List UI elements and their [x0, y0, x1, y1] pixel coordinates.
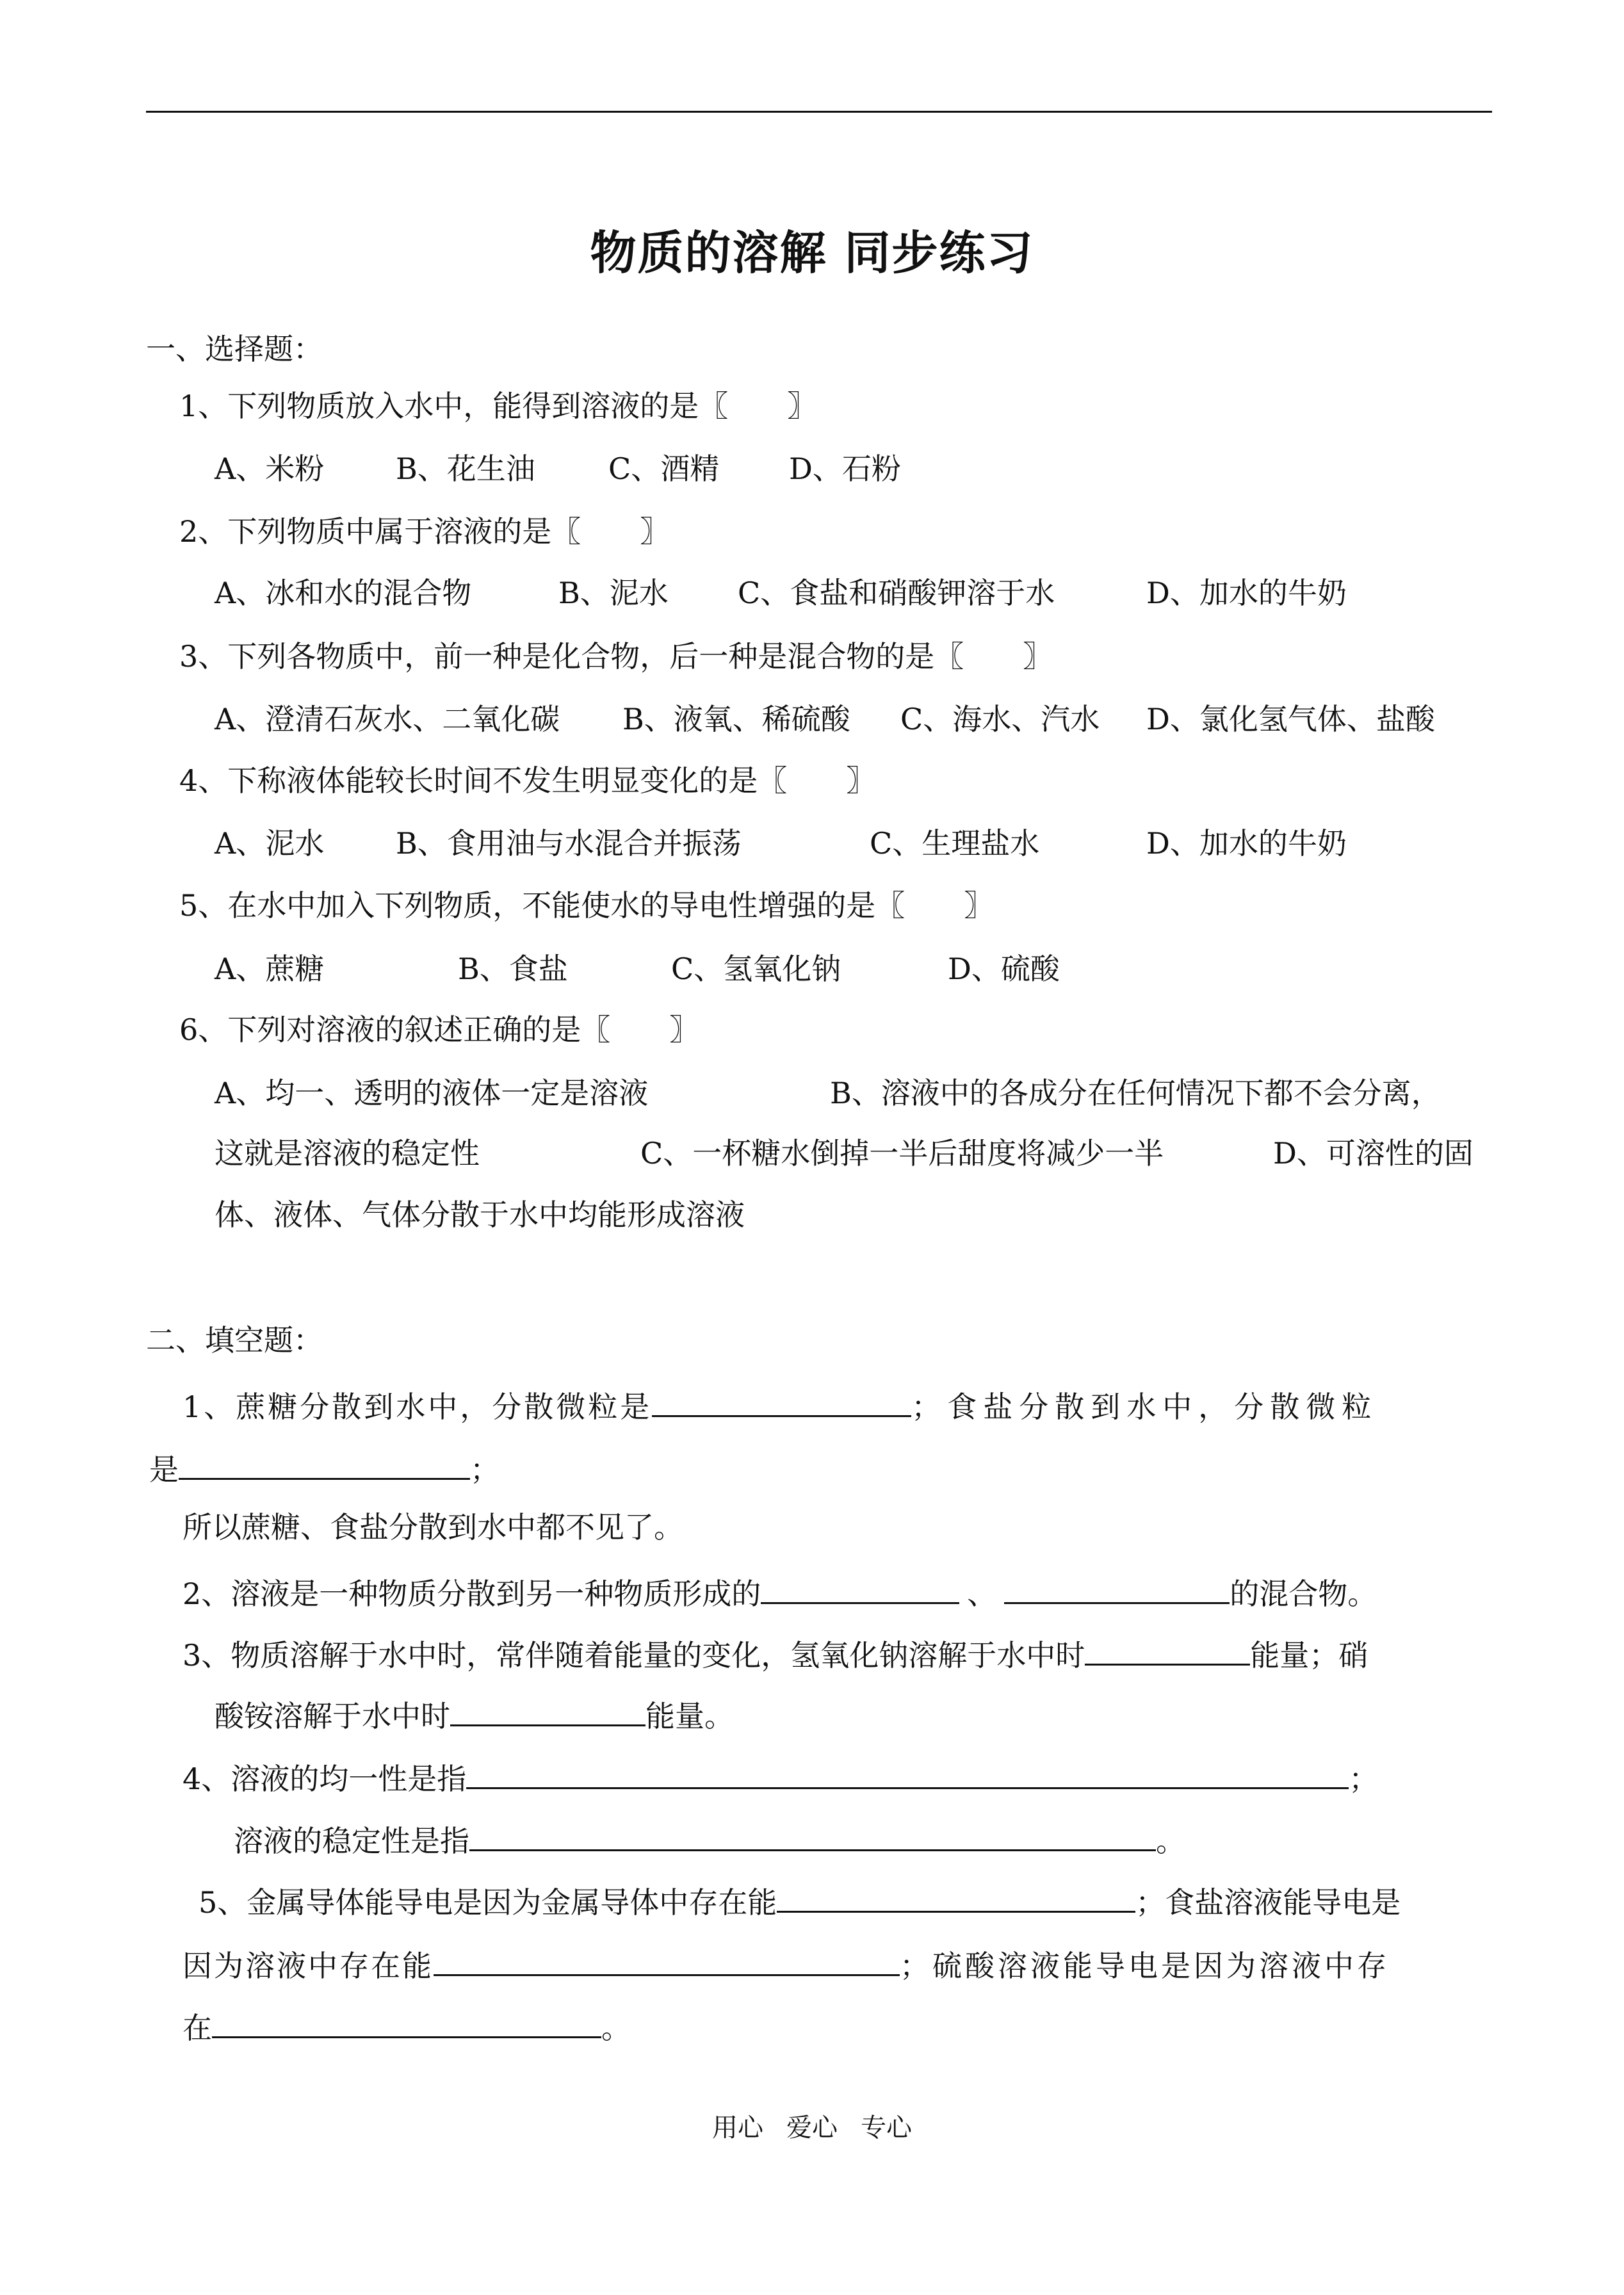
q6-stem: 6、下列对溶液的叙述正确的是〖 〗 — [179, 1012, 699, 1047]
q2-option-d: D、加水的牛奶 — [1146, 576, 1347, 610]
fill-q5-text-f: 。 — [601, 2011, 631, 2045]
fill-q4-text-a: 4、溶液的均一性是指 — [183, 1762, 467, 1796]
section2-heading: 二、填空题： — [146, 1323, 323, 1358]
fill-q3-text-b: 能量；硝 — [1250, 1638, 1368, 1673]
q1-option-b: B、花生油 — [396, 451, 535, 486]
fill-q3-text-a: 3、物质溶解于水中时，常伴随着能量的变化，氢氧化钠溶解于水中时 — [183, 1638, 1085, 1673]
q4-option-b: B、食用油与水混合并振荡 — [396, 826, 742, 861]
q5-option-d: D、硫酸 — [948, 952, 1060, 986]
q4-option-c: C、生理盐水 — [870, 826, 1040, 861]
q6-option-d-cont: 体、液体、气体分散于水中均能形成溶液 — [215, 1197, 745, 1232]
q5-option-c: C、氢氧化钠 — [671, 952, 841, 986]
q2-option-a: A、冰和水的混合物 — [215, 576, 472, 610]
q5-stem: 5、在水中加入下列物质，不能使水的导电性增强的是〖 〗 — [179, 888, 994, 923]
fill-q4-blank-2[interactable] — [469, 1817, 1156, 1851]
fill-q3-blank-1[interactable] — [1085, 1632, 1250, 1666]
q3-option-b: B、液氧、稀硫酸 — [622, 702, 850, 736]
fill-q3-text-d: 能量。 — [646, 1699, 734, 1733]
fill-q1-blank-1[interactable] — [652, 1383, 911, 1417]
fill-q1-text-a: 1、蔗糖分散到水中，分散微粒是 — [183, 1390, 653, 1424]
fill-q1-line3: 所以蔗糖、食盐分散到水中都不见了。 — [183, 1510, 683, 1545]
fill-q4-text-b: ； — [1349, 1762, 1379, 1796]
fill-q1-line2 — [149, 1446, 499, 1489]
fill-q1-text-b: ；食盐分散到水中，分散微粒 — [911, 1390, 1378, 1424]
fill-q5-blank-1[interactable] — [777, 1879, 1135, 1913]
q3-stem: 3、下列各物质中，前一种是化合物，后一种是混合物的是〖 〗 — [179, 639, 1053, 674]
fill-q4-line2 — [234, 1817, 1185, 1860]
fill-q4-text-c: 溶液的稳定性是指 — [234, 1824, 469, 1858]
q2-option-b: B、泥水 — [558, 576, 669, 610]
q1-stem: 1、下列物质放入水中，能得到溶液的是〖 〗 — [179, 389, 817, 423]
q6-option-c: C、一杯糖水倒掉一半后甜度将减少一半 — [640, 1136, 1164, 1171]
q3-option-a: A、澄清石灰水、二氧化碳 — [215, 702, 560, 736]
q3-option-c: C、海水、汽水 — [900, 702, 1100, 736]
header-rule — [146, 111, 1492, 113]
q4-stem: 4、下称液体能较长时间不发生明显变化的是〖 〗 — [179, 763, 876, 798]
fill-q2-text-c: 的混合物。 — [1230, 1577, 1377, 1611]
fill-q2-text-b: 、 — [967, 1577, 997, 1611]
fill-q2-text-a: 2、溶液是一种物质分散到另一种物质形成的 — [183, 1577, 761, 1611]
fill-q5-text-d: ；硫酸溶液能导电是因为溶液中存 — [900, 1949, 1390, 1983]
fill-q5-line2 — [183, 1942, 1390, 1985]
fill-q5-line1 — [199, 1879, 1401, 1922]
q6-option-a: A、均一、透明的液体一定是溶液 — [215, 1076, 649, 1110]
fill-q5-text-e: 在 — [183, 2011, 212, 2045]
fill-q5-text-a: 5、金属导体能导电是因为金属导体中存在能 — [199, 1885, 777, 1920]
q1-option-a: A、米粉 — [215, 451, 325, 486]
footer-motto-2: 爱心 — [786, 2113, 838, 2143]
fill-q1-line1 — [183, 1383, 1377, 1426]
q5-option-b: B、食盐 — [458, 952, 568, 986]
fill-q5-text-c: 因为溶液中存在能 — [183, 1949, 434, 1983]
fill-q1-text-d: ； — [470, 1452, 499, 1487]
fill-q3-line2 — [215, 1692, 734, 1735]
q2-option-c: C、食盐和硝酸钾溶于水 — [738, 576, 1055, 610]
q2-stem: 2、下列物质中属于溶液的是〖 〗 — [179, 514, 670, 549]
q4-option-a: A、泥水 — [215, 826, 325, 861]
fill-q2 — [183, 1570, 1377, 1613]
fill-q5-line3 — [183, 2004, 631, 2047]
fill-q1-text-c: 是 — [149, 1452, 179, 1487]
fill-q2-blank-2[interactable] — [1004, 1570, 1230, 1604]
q5-option-a: A、蔗糖 — [215, 952, 325, 986]
q1-option-d: D、石粉 — [789, 451, 901, 486]
q6-option-d: D、可溶性的固 — [1273, 1136, 1474, 1171]
fill-q5-blank-3[interactable] — [212, 2004, 601, 2038]
q6-option-b: B、溶液中的各成分在任何情况下都不会分离， — [830, 1076, 1441, 1110]
fill-q3-line1 — [183, 1632, 1368, 1675]
fill-q5-blank-2[interactable] — [434, 1942, 900, 1976]
page-title: 物质的溶解 同步练习 — [590, 226, 1034, 280]
fill-q3-text-c: 酸铵溶解于水中时 — [215, 1699, 450, 1733]
page-footer — [0, 2110, 1624, 2146]
fill-q2-blank-1[interactable] — [761, 1570, 959, 1604]
fill-q4-blank-1[interactable] — [466, 1755, 1349, 1789]
q4-option-d: D、加水的牛奶 — [1146, 826, 1347, 861]
footer-motto-1: 用心 — [712, 2113, 763, 2143]
fill-q5-text-b: ；食盐溶液能导电是 — [1135, 1885, 1401, 1920]
q1-option-c: C、酒精 — [608, 451, 720, 486]
fill-q3-blank-2[interactable] — [450, 1692, 646, 1726]
fill-q1-blank-2[interactable] — [179, 1446, 470, 1480]
q3-option-d: D、氯化氢气体、盐酸 — [1146, 702, 1435, 736]
q6-option-b-cont: 这就是溶液的稳定性 — [215, 1136, 480, 1171]
fill-q4-line1 — [183, 1755, 1378, 1798]
section1-heading: 一、选择题： — [146, 332, 323, 366]
fill-q4-text-d: 。 — [1156, 1824, 1185, 1858]
footer-motto-3: 专心 — [861, 2113, 912, 2143]
